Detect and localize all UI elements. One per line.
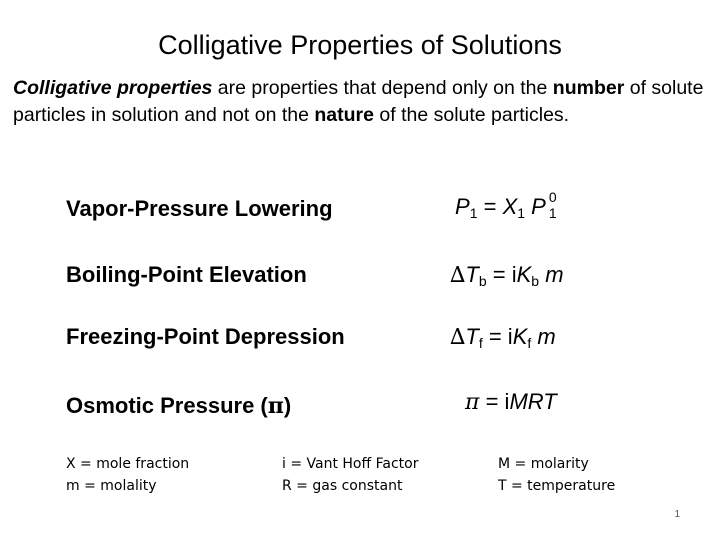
eq-p-sub: 1 xyxy=(469,205,478,221)
eq-p2-sup: 0 xyxy=(548,189,557,206)
intro-lead: Colligative properties xyxy=(13,77,213,99)
eq-equals-i: = i xyxy=(482,324,513,349)
eq-t: T xyxy=(465,324,479,349)
legend-item: R = gas constant xyxy=(282,478,403,494)
osmotic-label-prefix: Osmotic Pressure ( xyxy=(66,393,268,418)
eq-k-sub: b xyxy=(531,273,540,289)
label-osmotic-pressure xyxy=(66,393,291,419)
eq-mrt: MRT xyxy=(509,389,557,414)
delta-symbol: ∆ xyxy=(450,325,466,350)
legend-item: i = Vant Hoff Factor xyxy=(282,456,419,472)
eq-t-sub: f xyxy=(478,335,483,351)
eq-k-sub: f xyxy=(527,335,532,351)
label-freezing-point-depression: Freezing-Point Depression xyxy=(66,324,345,349)
equation-osmotic-pressure xyxy=(465,389,557,415)
pi-symbol: π xyxy=(267,393,284,419)
eq-p2: P xyxy=(525,194,546,219)
eq-x-sub: 1 xyxy=(517,205,526,221)
eq-t: T xyxy=(465,262,479,287)
equation-boiling-point xyxy=(450,262,564,288)
intro-paragraph xyxy=(13,75,713,128)
eq-t-sub: b xyxy=(478,273,487,289)
intro-bold-number: number xyxy=(552,77,625,99)
eq-p: P xyxy=(455,194,470,219)
intro-bold-nature: nature xyxy=(314,103,374,126)
legend-column-3 xyxy=(498,453,615,497)
eq-k: K xyxy=(512,324,528,349)
intro-text-3: of the solute particles. xyxy=(373,103,570,126)
eq-p2-sub: 1 xyxy=(548,205,557,222)
pi-symbol: π xyxy=(465,390,480,415)
label-vapor-pressure-lowering: Vapor-Pressure Lowering xyxy=(66,196,333,221)
delta-symbol: ∆ xyxy=(450,263,466,288)
intro-text-1: are properties that depend only on the xyxy=(212,77,553,99)
label-boiling-point-elevation: Boiling-Point Elevation xyxy=(66,262,307,287)
eq-equals: = xyxy=(477,194,503,219)
legend-item: X = mole fraction xyxy=(66,456,190,472)
legend-item: T = temperature xyxy=(498,478,616,494)
legend-column-1 xyxy=(66,453,189,497)
eq-equals-i: = i xyxy=(486,262,517,287)
equation-vapor-pressure xyxy=(455,189,558,222)
legend-item: M = molarity xyxy=(498,456,589,472)
legend-column-2 xyxy=(282,453,418,497)
legend-item: m = molality xyxy=(66,478,157,494)
slide-title: Colligative Properties of Solutions xyxy=(158,30,562,60)
osmotic-label-suffix: ) xyxy=(283,393,292,418)
eq-x: X xyxy=(502,194,518,219)
eq-m: m xyxy=(539,262,564,287)
eq-k: K xyxy=(516,262,532,287)
eq-m: m xyxy=(531,324,556,349)
eq-equals-i: = i xyxy=(479,389,510,414)
page-number: 1 xyxy=(674,509,680,520)
intro-text-2: of solute particles in solution and not on the xyxy=(13,77,704,126)
equation-freezing-point xyxy=(450,324,556,350)
